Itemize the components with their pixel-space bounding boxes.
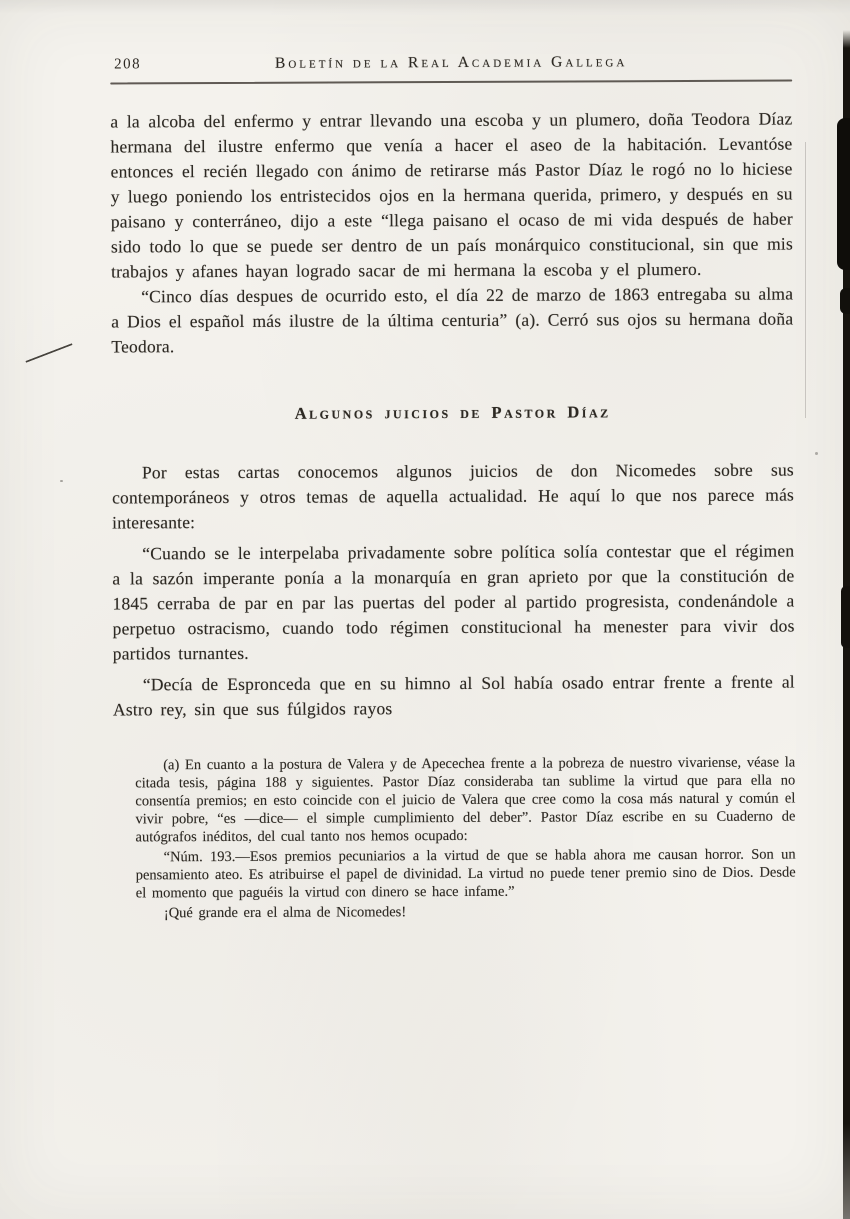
page-body: [110, 107, 795, 723]
scan-edge-blob: [840, 288, 850, 314]
footnote: (a) En cuanto a la postura de Valera y de Apecechea frente a la pobreza de nuestro vivariense, véase la citada tesis, página 188 y siguientes. Pastor Díaz consideraba tan sublime la virtud que para ella no consentía premios; en esto coincide con el juicio de Valera que cree como la cosa más natural y común el vivir pobre, “es —dice— el simple cumplimiento del deber”. Pastor Díaz escribe en su Cuaderno de autógrafos inéditos, del cual tanto nos hemos ocupado:: [135, 754, 796, 846]
pen-mark: [25, 343, 72, 363]
footnote: “Núm. 193.—Esos premios pecuniarios a la virtud de que se habla ahora me causan horror. Son un pensamiento ateo. Es atribuirse el papel de divinidad. La virtud no puede tener premio sino de Dios. Desde el momento que paguéis la virtud con dinero se hace infame.”: [135, 846, 796, 902]
scan-margin-hairline: [805, 142, 806, 418]
paragraph: a la alcoba del enfermo y entrar llevando una escoba y un plumero, doña Teodora Díaz hermana del ilustre enfermo que venía a hacer el aseo de la habitación. Levantóse entonces el recién llegado con ánimo de retirarse más Pastor Díaz le rogó no lo hiciese y luego poniendo los entristecidos ojos en la hermana querida, primero, y después en su paisano y conterráneo, dijo a este “llega paisano el ocaso de mi vida después de haber sido todo lo que se puede ser dentro de un país monárquico constitucional, sin que mis trabajos y afanes hayan logrado sacar de mi hermana la escoba y el plumero.: [110, 108, 793, 282]
page-number: 208: [114, 56, 142, 73]
running-header: [110, 53, 792, 78]
paragraph: “Cuando se le interpelaba privadamente sobre política solía contestar que el régimen a la sazón imperante ponía a la monarquía en gran aprieto por que la constitución de 1845 cerraba de par en par las puertas del poder al partido progresista, condenándole a perpetuo ostracismo, cuando todo régimen constitucional ha menester para vivir dos partidos turnantes.: [112, 540, 795, 664]
footnotes-block: [135, 754, 796, 923]
scan-edge-blob: [837, 118, 850, 270]
paragraph: “Cinco días despues de ocurrido esto, el día 22 de marzo de 1863 entregaba su alma a Dios el español más ilustre de la última centuria” (a). Cerró sus ojos su hermana doña Teodora.: [111, 283, 794, 357]
running-title: Boletín de la Real Academia Gallega: [274, 53, 628, 72]
scan-edge-blob: [841, 586, 850, 648]
footnote: ¡Qué grande era el alma de Nicomedes!: [163, 904, 407, 922]
section-heading: Algunos juicios de Pastor Díaz: [294, 402, 611, 423]
paragraph: “Decía de Espronceda que en su himno al Sol había osado entrar frente a frente al Astro rey, sin que sus fúlgidos rayos: [112, 671, 795, 720]
paper-speck: [815, 452, 818, 455]
paper-speck: [60, 480, 63, 482]
paragraph: Por estas cartas conocemos algunos juicios de don Nicomedes sobre sus contemporáneos y otros temas de aquella actualidad. He aquí lo que nos parece más interesante:: [111, 459, 795, 533]
header-rule: [110, 80, 792, 85]
page-content: [110, 53, 796, 923]
